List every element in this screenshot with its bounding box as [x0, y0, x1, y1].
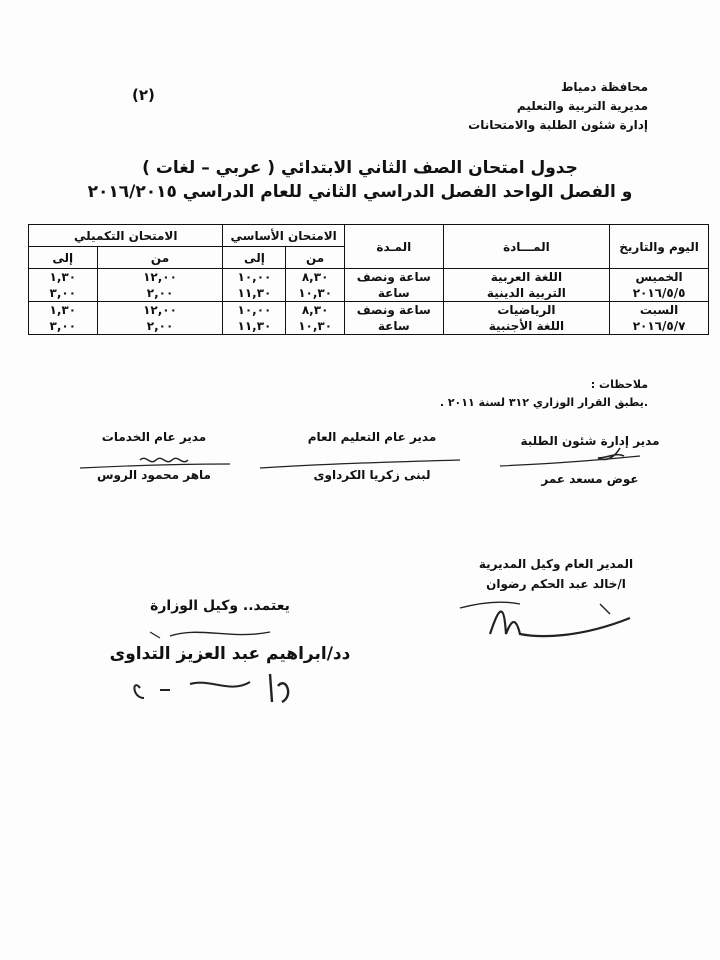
basic-from-cell: ٨,٣٠: [286, 269, 344, 286]
letterhead: [468, 78, 648, 135]
table-row: [29, 285, 709, 302]
signature-strokes-2: [450, 594, 640, 654]
title-line-1: جدول امتحان الصف الثاني الابتدائي ( عربي – لغات ): [142, 158, 578, 178]
subject-cell: اللغة العربية: [443, 269, 609, 286]
subject-cell: اللغة الأجنبية: [443, 318, 609, 335]
basic-to-cell: ١١,٣٠: [223, 285, 286, 302]
duration-cell: ساعة: [344, 318, 443, 335]
table-row: [29, 302, 709, 319]
makeup-to-cell: ١,٣٠: [29, 302, 98, 319]
basic-from-cell: ١٠,٣٠: [286, 285, 344, 302]
header-day: اليوم والتاريخ: [610, 225, 709, 269]
signature-strokes: [60, 444, 680, 484]
notes-label: ملاحظات :: [590, 378, 648, 391]
header-makeup-from: من: [97, 247, 223, 269]
duration-cell: ساعة ونصف: [344, 269, 443, 286]
notes: [440, 376, 648, 412]
subject-cell: التربية الدينية: [443, 285, 609, 302]
signature-role: مدير عام التعليم العام: [307, 430, 437, 444]
basic-from-cell: ١٠,٣٠: [286, 318, 344, 335]
governorate: محافظة دمياط: [560, 80, 648, 94]
makeup-from-cell: ٢,٠٠: [97, 285, 223, 302]
basic-to-cell: ١٠,٠٠: [223, 302, 286, 319]
signature-role: مدير إدارة شئون الطلبة: [520, 434, 660, 448]
day-cell: السبت: [610, 302, 709, 319]
notes-text: .يطبق القرار الوزاري ٣١٢ لسنة ٢٠١١ .: [439, 396, 648, 409]
makeup-from-cell: ٢,٠٠: [97, 318, 223, 335]
header-duration: المـدة: [344, 225, 443, 269]
basic-from-cell: ٨,٣٠: [286, 302, 344, 319]
table-row: [29, 269, 709, 286]
signature-role: المدير العام وكيل المديرية: [478, 557, 634, 571]
header-makeup-to: إلى: [29, 247, 98, 269]
signature-approval-role: يعتمد.. وكيل الوزارة: [150, 598, 290, 614]
date-cell: ٢٠١٦/٥/٥: [610, 285, 709, 302]
signature-undersecretary-directorate: [456, 554, 656, 594]
exam-schedule-table: [28, 224, 709, 335]
title-line-2: و الفصل الواحد الفصل الدراسي الثاني للعام الدراسي ٢٠١٦/٢٠١٥: [87, 182, 633, 202]
makeup-to-cell: ١,٣٠: [29, 269, 98, 286]
department: إدارة شئون الطلبة والامتحانات: [468, 118, 648, 132]
duration-cell: ساعة: [344, 285, 443, 302]
signature-approval-name: دد/ابراهيم عبد العزيز التداوى: [109, 644, 351, 664]
page-number: (٢): [132, 86, 155, 104]
header-basic-exam: الامتحان الأساسي: [223, 225, 344, 247]
basic-to-cell: ١١,٣٠: [223, 318, 286, 335]
makeup-to-cell: ٣,٠٠: [29, 285, 98, 302]
signature-name: لبنى زكريا الكرداوى: [313, 468, 431, 482]
signature-role: مدير عام الخدمات: [101, 430, 207, 444]
date-cell: ٢٠١٦/٥/٧: [610, 318, 709, 335]
header-makeup-exam: الامتحان التكميلي: [29, 225, 223, 247]
directorate: مديرية التربية والتعليم: [516, 99, 648, 113]
signature-strokes-4: [120, 668, 300, 708]
header-basic-from: من: [286, 247, 344, 269]
signature-name: عوض مسعد عمر: [541, 472, 639, 486]
basic-to-cell: ١٠,٠٠: [223, 269, 286, 286]
subject-cell: الرياضيات: [443, 302, 609, 319]
signature-name: ا/خالد عبد الحكم رضوان: [486, 577, 626, 591]
header-subject: المـــادة: [443, 225, 609, 269]
signature-name: ماهر محمود الروس: [97, 468, 211, 482]
header-basic-to: إلى: [223, 247, 286, 269]
day-cell: الخميس: [610, 269, 709, 286]
table-row: [29, 318, 709, 335]
makeup-from-cell: ١٢,٠٠: [97, 302, 223, 319]
makeup-from-cell: ١٢,٠٠: [97, 269, 223, 286]
makeup-to-cell: ٣,٠٠: [29, 318, 98, 335]
duration-cell: ساعة ونصف: [344, 302, 443, 319]
